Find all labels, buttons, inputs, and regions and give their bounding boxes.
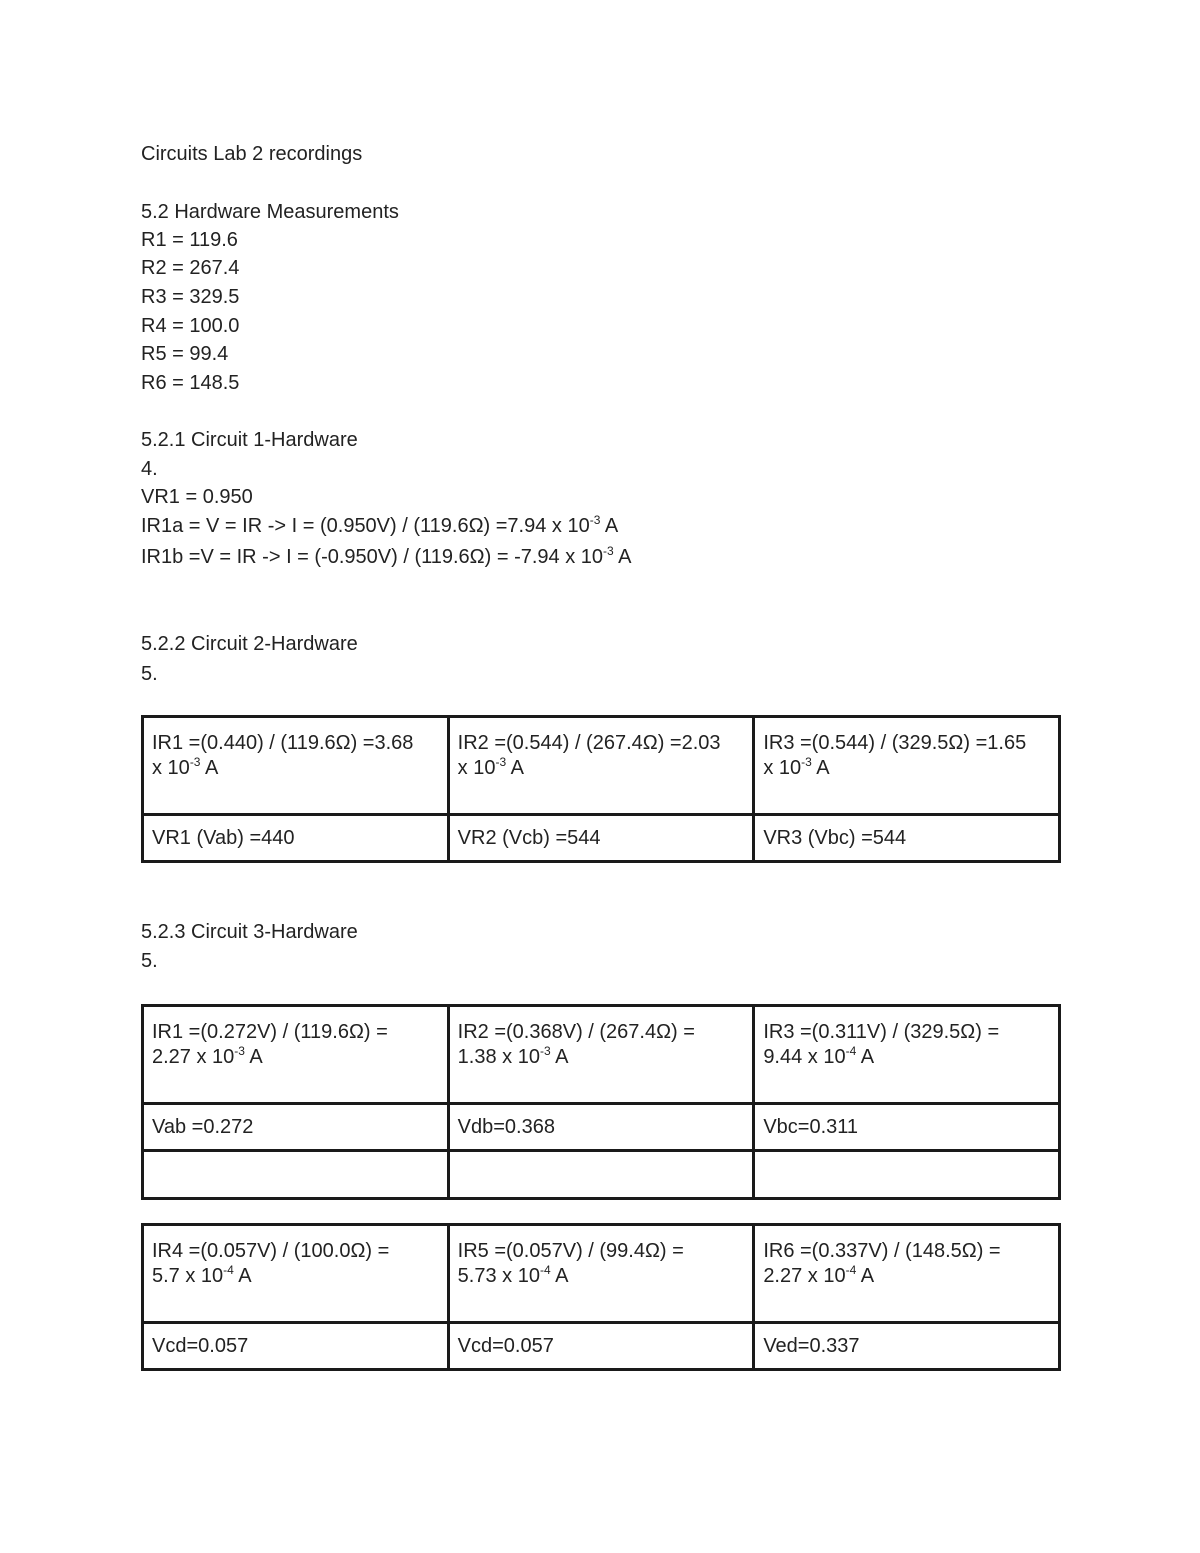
cell-unit: A	[233, 1265, 252, 1287]
table-cell-empty	[143, 1151, 449, 1199]
circuit3-heading: 5.2.3 Circuit 3-Hardware	[141, 921, 358, 943]
resistor-r2: R2 = 267.4	[141, 257, 240, 279]
cell-text: x 10	[457, 757, 496, 779]
table-row	[143, 1225, 1060, 1323]
ir1a-unit: A	[600, 515, 619, 537]
table-cell: Vcd=0.057	[448, 1323, 754, 1370]
document-title: Circuits Lab 2 recordings	[141, 143, 363, 165]
ir1b-text: IR1b =V = IR -> I = (-0.950V) / (119.6Ω) = -7.94 x 10	[141, 546, 604, 568]
ir1a-exponent: -3	[589, 513, 601, 527]
circuit1-heading: 5.2.1 Circuit 1-Hardware	[141, 429, 358, 451]
cell-unit: A	[506, 757, 524, 779]
hardware-heading: 5.2 Hardware Measurements	[141, 201, 399, 223]
table-row	[143, 1104, 1060, 1151]
cell-text: 9.44 x 10	[763, 1046, 846, 1068]
circuit2-heading: 5.2.2 Circuit 2-Hardware	[141, 633, 358, 655]
cell-unit: A	[811, 757, 830, 779]
cell-line: IR2 =(0.544) / (267.4Ω) =2.03	[457, 732, 721, 754]
circuit2-step: 5.	[141, 663, 158, 685]
circuit3-table-1	[141, 1004, 1061, 1200]
table-row	[143, 1006, 1060, 1104]
cell-exponent: -4	[845, 1263, 857, 1277]
circuit3-step: 5.	[141, 950, 158, 972]
cell-unit: A	[244, 1046, 263, 1068]
cell-text: 5.7 x 10	[152, 1265, 224, 1287]
table-cell	[143, 717, 449, 815]
cell-unit: A	[856, 1046, 875, 1068]
cell-text: x 10	[763, 757, 802, 779]
table-cell	[448, 717, 754, 815]
table-cell: VR3 (Vbc) =544	[754, 815, 1060, 862]
cell-line: IR2 =(0.368V) / (267.4Ω) =	[457, 1021, 695, 1043]
resistor-r6: R6 = 148.5	[141, 372, 240, 394]
circuit1-vr1: VR1 = 0.950	[141, 486, 253, 508]
table-row	[143, 815, 1060, 862]
cell-exponent: -4	[539, 1263, 551, 1277]
cell-line: IR3 =(0.311V) / (329.5Ω) =	[763, 1021, 1000, 1043]
ir1b-exponent: -3	[603, 544, 614, 558]
table-cell: Vdb=0.368	[448, 1104, 754, 1151]
circuit3-table-2	[141, 1223, 1061, 1371]
cell-exponent: -4	[223, 1263, 234, 1277]
ir1b-unit: A	[613, 546, 632, 568]
table-cell: Vbc=0.311	[754, 1104, 1060, 1151]
cell-text: 2.27 x 10	[763, 1265, 846, 1287]
cell-text: 2.27 x 10	[152, 1046, 235, 1068]
table-cell-empty	[448, 1151, 754, 1199]
resistor-r5: R5 = 99.4	[141, 343, 229, 365]
circuit1-step: 4.	[141, 458, 158, 480]
table-cell: Ved=0.337	[754, 1323, 1060, 1370]
cell-exponent: -3	[495, 755, 507, 769]
cell-line: IR4 =(0.057V) / (100.0Ω) =	[152, 1240, 390, 1262]
table-cell	[448, 1225, 754, 1323]
table-cell: VR1 (Vab) =440	[143, 815, 449, 862]
table-cell-empty	[754, 1151, 1060, 1199]
cell-unit: A	[200, 757, 219, 779]
table-cell: Vcd=0.057	[143, 1323, 449, 1370]
circuit2-table	[141, 715, 1061, 863]
circuit1-ir1b	[141, 545, 632, 569]
cell-unit: A	[856, 1265, 875, 1287]
ir1a-text: IR1a = V = IR -> I = (0.950V) / (119.6Ω) =7.94 x 10	[141, 515, 590, 537]
cell-line: IR1 =(0.272V) / (119.6Ω) =	[152, 1021, 388, 1043]
cell-exponent: -4	[845, 1044, 857, 1058]
table-row	[143, 1323, 1060, 1370]
cell-line: IR1 =(0.440) / (119.6Ω) =3.68	[152, 732, 414, 754]
table-cell	[143, 1006, 449, 1104]
table-cell	[143, 1225, 449, 1323]
resistor-r4: R4 = 100.0	[141, 315, 240, 337]
table-cell	[754, 717, 1060, 815]
cell-exponent: -3	[234, 1044, 245, 1058]
cell-line: IR6 =(0.337V) / (148.5Ω) =	[763, 1240, 1001, 1262]
cell-text: 5.73 x 10	[457, 1265, 540, 1287]
cell-text: 1.38 x 10	[457, 1046, 540, 1068]
cell-line: IR3 =(0.544) / (329.5Ω) =1.65	[763, 732, 1027, 754]
cell-exponent: -3	[539, 1044, 551, 1058]
cell-unit: A	[550, 1265, 569, 1287]
resistor-r3: R3 = 329.5	[141, 286, 240, 308]
table-cell: VR2 (Vcb) =544	[448, 815, 754, 862]
circuit1-ir1a	[141, 514, 618, 538]
table-cell	[448, 1006, 754, 1104]
table-row	[143, 717, 1060, 815]
table-row-empty	[143, 1151, 1060, 1199]
cell-text: x 10	[152, 757, 190, 779]
table-cell: Vab =0.272	[143, 1104, 449, 1151]
table-cell	[754, 1225, 1060, 1323]
resistor-r1: R1 = 119.6	[141, 229, 238, 251]
table-cell	[754, 1006, 1060, 1104]
cell-exponent: -3	[189, 755, 201, 769]
cell-line: IR5 =(0.057V) / (99.4Ω) =	[457, 1240, 684, 1262]
cell-unit: A	[550, 1046, 569, 1068]
cell-exponent: -3	[801, 755, 812, 769]
